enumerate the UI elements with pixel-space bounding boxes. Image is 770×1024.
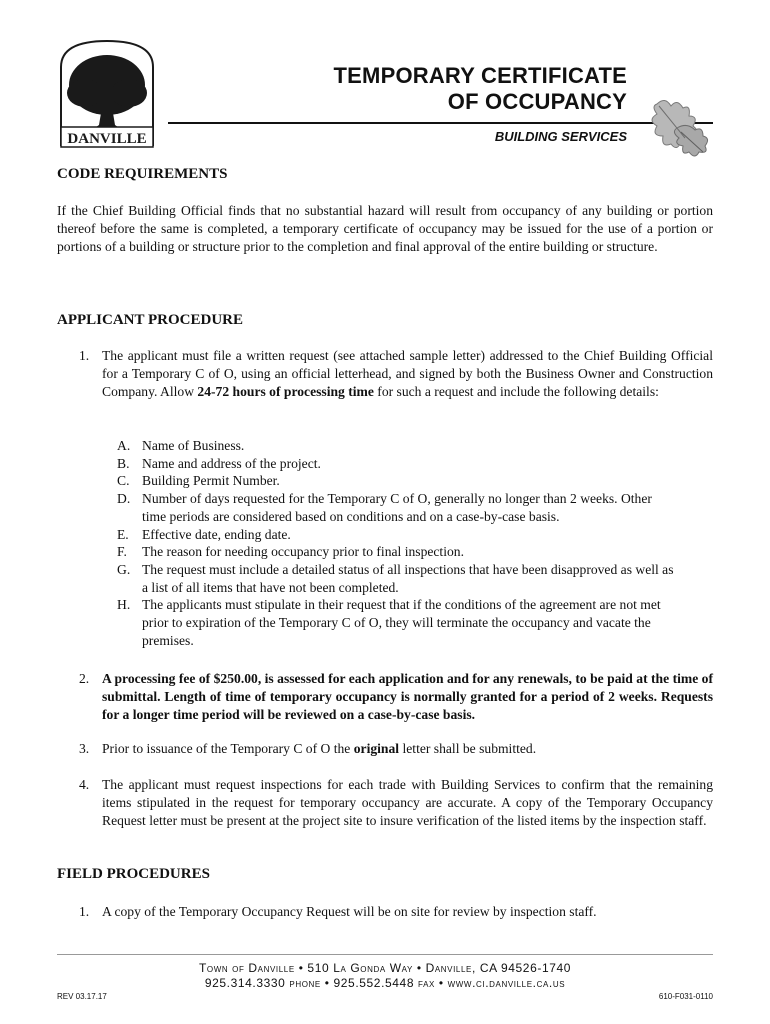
item-number: 1. (79, 348, 90, 363)
section-heading-applicant-procedure: APPLICANT PROCEDURE (57, 312, 243, 328)
detail-item: D. Number of days requested for the Temporary C of O, generally no longer than 2 weeks. Other time periods are considered based on conditions and on a case-by-case basis. (117, 491, 652, 524)
danville-logo (57, 37, 157, 149)
detail-item: A. Name of Business. (117, 438, 245, 453)
header-rule (168, 122, 713, 124)
title-line-2: OF OCCUPANCY (447, 89, 627, 114)
applicant-item-4 (57, 776, 713, 830)
item-number: 3. (79, 741, 90, 756)
form-number: 610-F031-0110 (658, 992, 713, 1001)
detail-item: H. The applicants must stipulate in their request that if the conditions of the agreement are not met prior to expiration of the Temporary C of O, they will terminate the occupancy and vacate the premises. (117, 597, 661, 648)
detail-list (117, 437, 677, 649)
fee-text: A processing fee of $250.00, is assessed for each application and for any renewals, to be paid at the time of submittal. Length of time of temporary occupancy is normally granted for a period of 2 weeks. Requests for a longer time period will be reviewed on a case-by-case basis. (102, 671, 713, 722)
footer-rule (57, 954, 713, 955)
page-title (334, 63, 627, 115)
revision-date: REV 03.17.17 (57, 992, 107, 1001)
detail-item: B. Name and address of the project. (117, 455, 321, 471)
section-heading-code-requirements: CODE REQUIREMENTS (57, 166, 228, 182)
logo-text: DANVILLE (67, 131, 147, 147)
detail-item: F. The reason for needing occupancy prior to final inspection. (117, 544, 464, 560)
item-number: 4. (79, 777, 90, 792)
item-number: 1. (79, 904, 90, 919)
processing-time-emphasis: 24-72 hours of processing time (197, 384, 374, 399)
field-item-1 (57, 903, 713, 921)
code-requirements-text: If the Chief Building Official finds that no substantial hazard will result from occupancy of any building or portion thereof before the same is completed, a temporary certificate of occupancy may be issued for the use of a portion or portions of a building or structure prior to the completion and final approval of the entire building or structure. (57, 203, 713, 254)
original-emphasis: original (353, 741, 400, 756)
detail-item: G. The request must include a detailed status of all inspections that have been disapproved as well as a list of all items that have not been completed. (117, 561, 674, 595)
applicant-item-1 (57, 347, 713, 401)
item-text: A copy of the Temporary Occupancy Request will be on site for review by inspection staff. (102, 904, 597, 919)
section-heading-field-procedures: FIELD PROCEDURES (57, 866, 210, 882)
applicant-item-2 (57, 670, 713, 724)
detail-item: E. Effective date, ending date. (117, 526, 291, 542)
oak-tree-icon (67, 55, 147, 129)
item-text: The applicant must request inspections for each trade with Building Services to confirm that the remaining items stipulated in the request for temporary occupancy are accurate. A copy of the Temporary Occupancy Request letter must be present at the project site to insure verification of the listed items by the inspection staff. (102, 777, 713, 828)
department-subtitle: BUILDING SERVICES (494, 129, 627, 144)
item-text: Prior to issuance of the Temporary C of O the original letter shall be submitted. (102, 741, 537, 756)
oak-leaf-icon (637, 92, 717, 162)
item-text: The applicant must file a written request (see attached sample letter) addressed to the Chief Building Official for a Temporary C of O, using an official letterhead, and signed by both the Business Owner and Construction Company. Allow 24-72 hours of processing time for such a request and include the following details: (102, 348, 713, 399)
footer-address: Town of Danville • 510 La Gonda Way • Danville, CA 94526-1740 (198, 961, 572, 975)
title-line-1: TEMPORARY CERTIFICATE (333, 63, 627, 88)
detail-item: C. Building Permit Number. (117, 473, 280, 489)
applicant-item-3 (57, 740, 713, 758)
item-number: 2. (79, 671, 90, 686)
footer-contact: 925.314.3330 phone • 925.552.5448 fax • www.ci.danville.ca.us (204, 976, 566, 990)
